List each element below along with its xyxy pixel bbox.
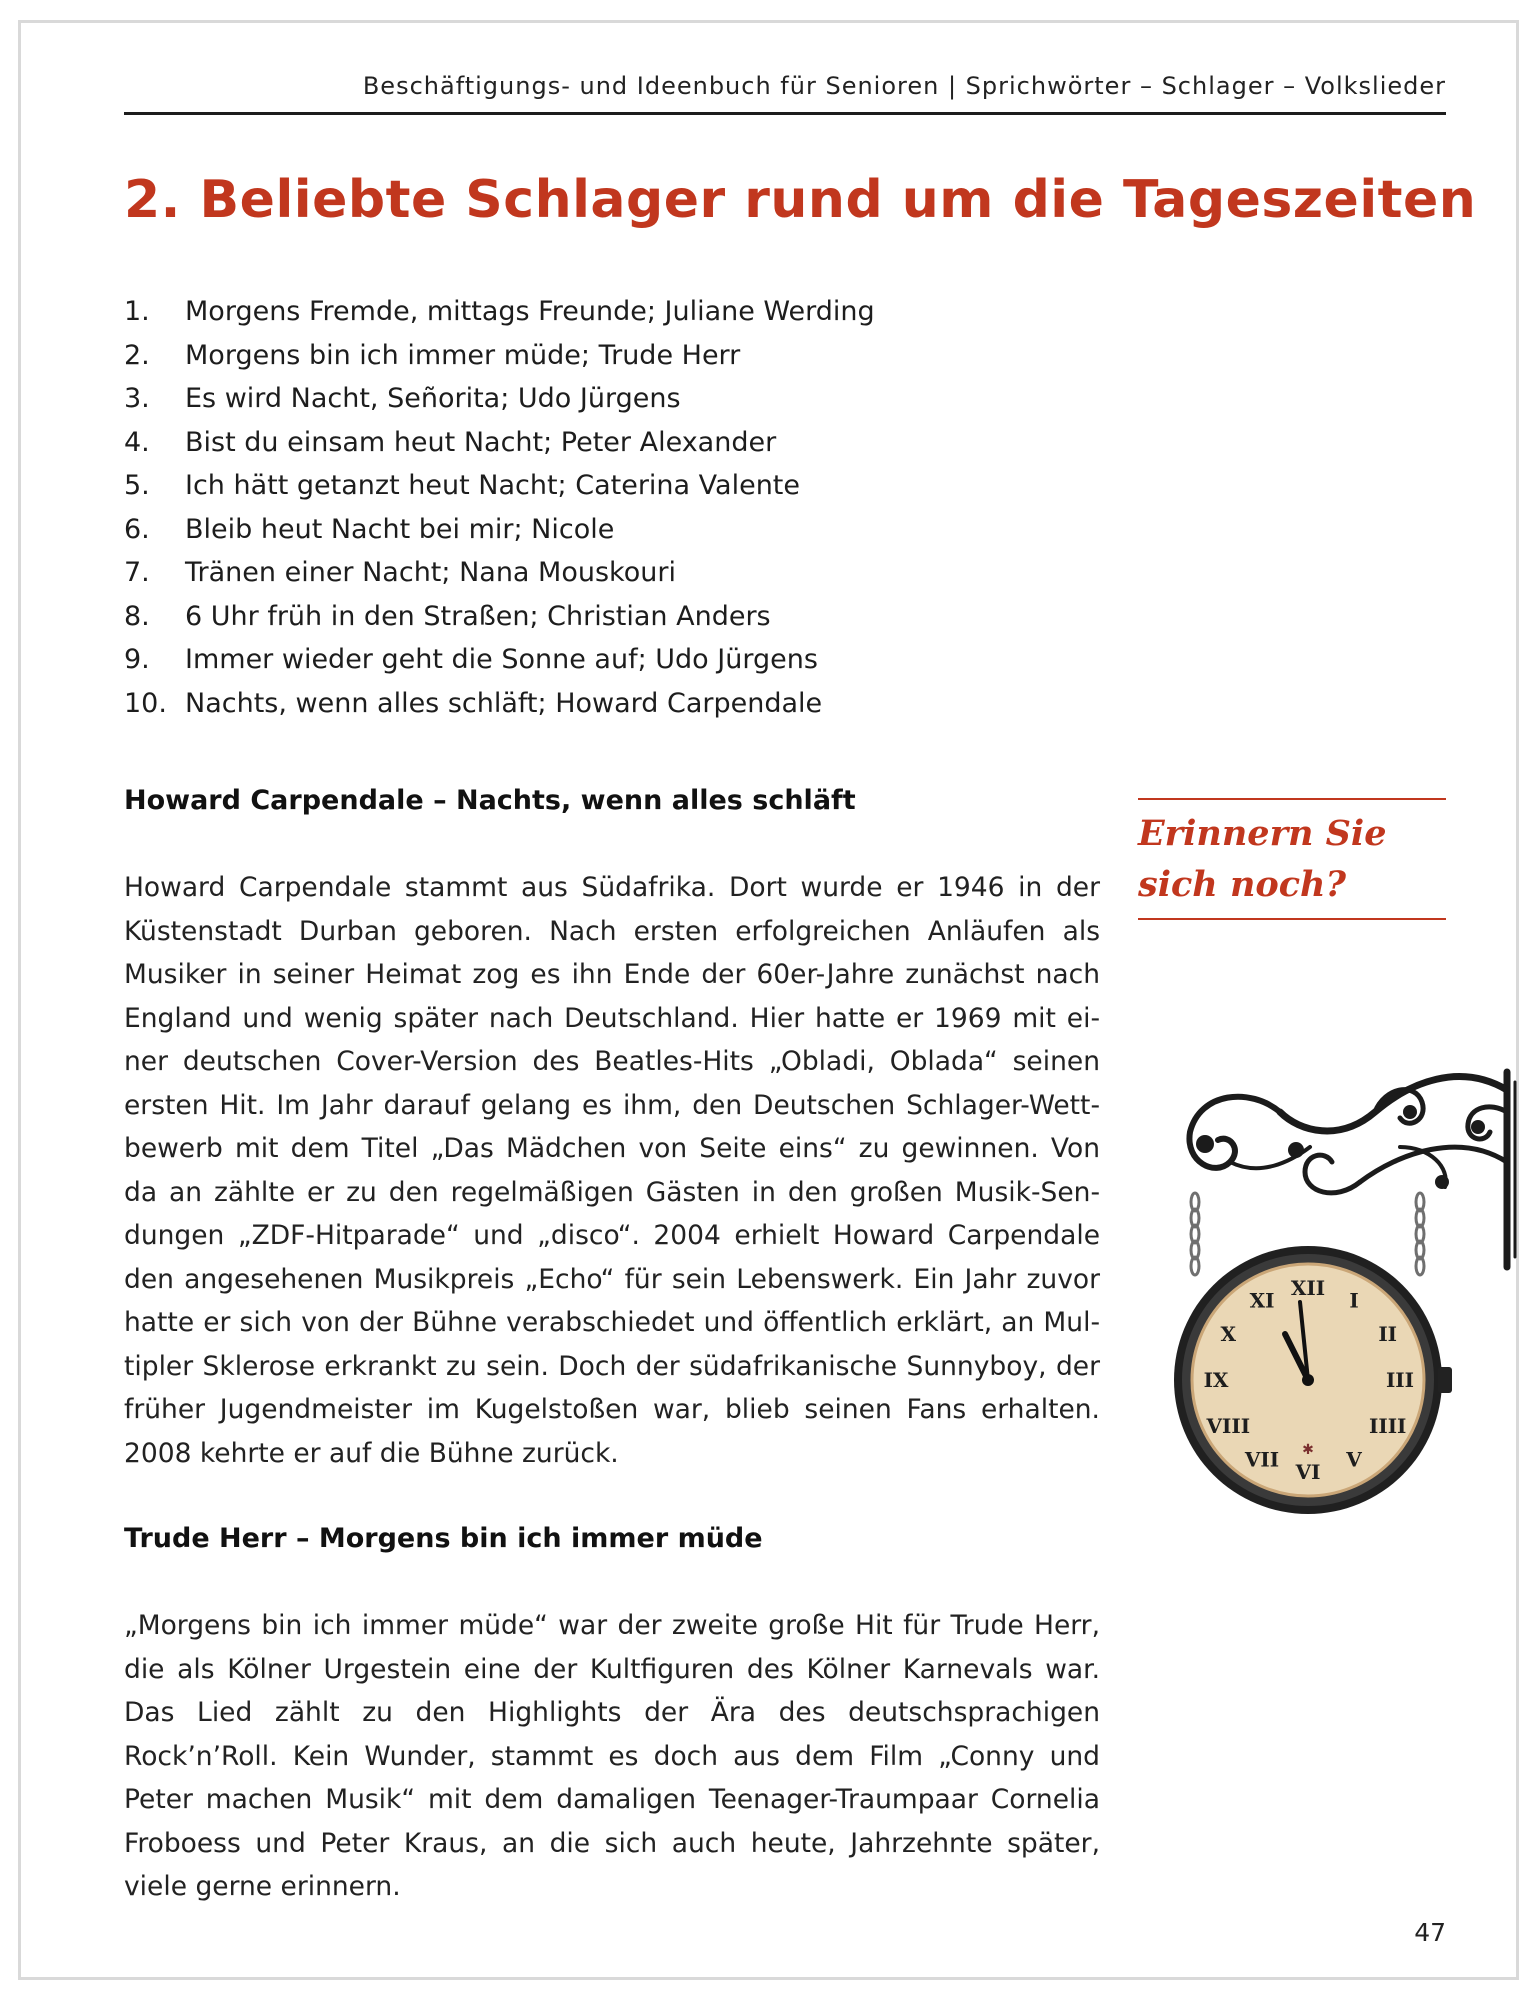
- clock-numeral: IX: [1203, 1368, 1229, 1392]
- clock-numeral: III: [1385, 1368, 1415, 1392]
- clock-numeral: X: [1220, 1322, 1237, 1346]
- list-item: [124, 638, 875, 682]
- callout-line: sich noch?: [1138, 864, 1347, 905]
- list-item-text: Nachts, wenn alles schläft; Howard Carpendale: [185, 687, 823, 719]
- list-item-number: 10.: [124, 687, 167, 719]
- list-item: [124, 377, 875, 421]
- section-heading-carpendale: Howard Carpendale – Nachts, wenn alles schläft: [124, 785, 856, 816]
- list-item-text: Tränen einer Nacht; Nana Mouskouri: [185, 557, 676, 588]
- list-item-number: 7.: [124, 557, 150, 588]
- list-item: [124, 682, 875, 726]
- callout-line: Erinnern Sie: [1138, 813, 1387, 854]
- bracket-icon: [1189, 1072, 1515, 1267]
- list-item-number: 2.: [124, 339, 150, 371]
- list-item-number: 6.: [124, 513, 150, 545]
- list-item-text: Morgens Fremde, mittags Freunde; Juliane Werding: [185, 296, 875, 327]
- clock-numeral: IIII: [1368, 1414, 1407, 1438]
- list-item-text: Morgens bin ich immer müde; Trude Herr: [185, 339, 741, 371]
- list-item-number: 3.: [124, 383, 150, 414]
- list-item-text: Ich hätt getanzt heut Nacht; Caterina Valente: [185, 470, 801, 501]
- list-item-number: 4.: [124, 426, 150, 458]
- section-body-carpendale: Howard Carpendale stammt aus Südafrika. Dort wurde er 1946 in der Küstenstadt Durban geboren. Nach ersten erfolgreichen Anläufen als Musiker in seiner Heimat zog es ihn Ende der 60er-Jahre zunächst nach England und wenig später nach Deutschland. Hier hatte er 1969 mit einer deutschen Cover-Version des Beatles-Hits „Obladi, Oblada“ seinen ersten Hit. Im Jahr darauf gelang es ihm, den Deutschen Schlager-Wettbewerb mit dem Titel „Das Mädchen von Seite eins“ zu gewinnen. Von da an zählte er zu den regelmäßigen Gästen in den großen Musik-Sendungen „ZDF-Hitparade“ und „disco“. 2004 erhielt Howard Carpendale den angesehenen Musikpreis „Echo“ für sein Lebenswerk. Ein Jahr zuvor hatte er sich von der Bühne verabschiedet und öffentlich erklärt, an Multipler Sklerose erkrankt zu sein. Doch der südafrikanische Sunnyboy, der früher Jugendmeister im Kugelstoßen war, blieb seinen Fans erhalten. 2008 kehrte er auf die Bühne zurück.: [124, 872, 1100, 1469]
- callout-reminder: [1138, 808, 1446, 910]
- list-item-number: 8.: [124, 600, 150, 632]
- clock-numeral: VI: [1295, 1460, 1321, 1484]
- page-number: 47: [1414, 1918, 1446, 1947]
- svg-text:✱: ✱: [1302, 1442, 1314, 1458]
- section-heading-trude-herr: Trude Herr – Morgens bin ich immer müde: [124, 1523, 763, 1554]
- clock-numeral: II: [1378, 1322, 1398, 1346]
- list-item: [124, 595, 875, 639]
- list-item: [124, 334, 875, 378]
- clock-face-icon: [1174, 1246, 1452, 1514]
- clock-numeral: VII: [1244, 1447, 1280, 1472]
- list-item-number: 5.: [124, 470, 150, 501]
- list-item-text: 6 Uhr früh in den Straßen; Christian Anders: [185, 600, 771, 632]
- clock-numeral: XI: [1249, 1288, 1275, 1313]
- list-item-text: Bist du einsam heut Nacht; Peter Alexander: [185, 426, 777, 458]
- chapter-title: 2. Beliebte Schlager rund um die Tageszeiten: [124, 170, 1477, 230]
- list-item-text: Bleib heut Nacht bei mir; Nicole: [185, 513, 615, 545]
- clock-numeral: VIII: [1206, 1414, 1251, 1438]
- list-item-text: Es wird Nacht, Señorita; Udo Jürgens: [185, 383, 681, 414]
- callout-rule-top: [1138, 798, 1446, 800]
- section-body-trude-herr: „Morgens bin ich immer müde“ war der zweite große Hit für Trude Herr, die als Kölner Urgestein eine der Kultfiguren des Kölner Karnevals war. Das Lied zählt zu den Highlights der Ära des deutschsprachigen Rock’n’Roll. Kein Wunder, stammt es doch aus dem Film „Conny und Peter machen Musik“ mit dem damaligen Teenager-Traumpaar Cornelia Froboess und Peter Kraus, an die sich auch heute, Jahrzehnte später, viele gerne erinnern.: [124, 1610, 1100, 1902]
- list-item: [124, 551, 875, 595]
- running-header: Beschäftigungs- und Ideenbuch für Senioren | Sprichwörter – Schlager – Volkslieder: [362, 72, 1446, 100]
- song-list: [124, 290, 875, 725]
- hanging-clock-illustration: [1160, 1052, 1520, 1522]
- clock-numeral: V: [1346, 1447, 1362, 1472]
- list-item: [124, 464, 875, 508]
- callout-rule-bottom: [1138, 918, 1446, 920]
- list-item-text: Immer wieder geht die Sonne auf; Udo Jürgens: [185, 644, 818, 675]
- list-item-number: 9.: [124, 644, 150, 675]
- header-rule: [124, 112, 1446, 115]
- list-item: [124, 290, 875, 334]
- clock-numeral: I: [1349, 1288, 1359, 1313]
- list-item: [124, 508, 875, 552]
- clock-numeral: XII: [1290, 1276, 1326, 1300]
- list-item: [124, 421, 875, 465]
- list-item-number: 1.: [124, 296, 150, 327]
